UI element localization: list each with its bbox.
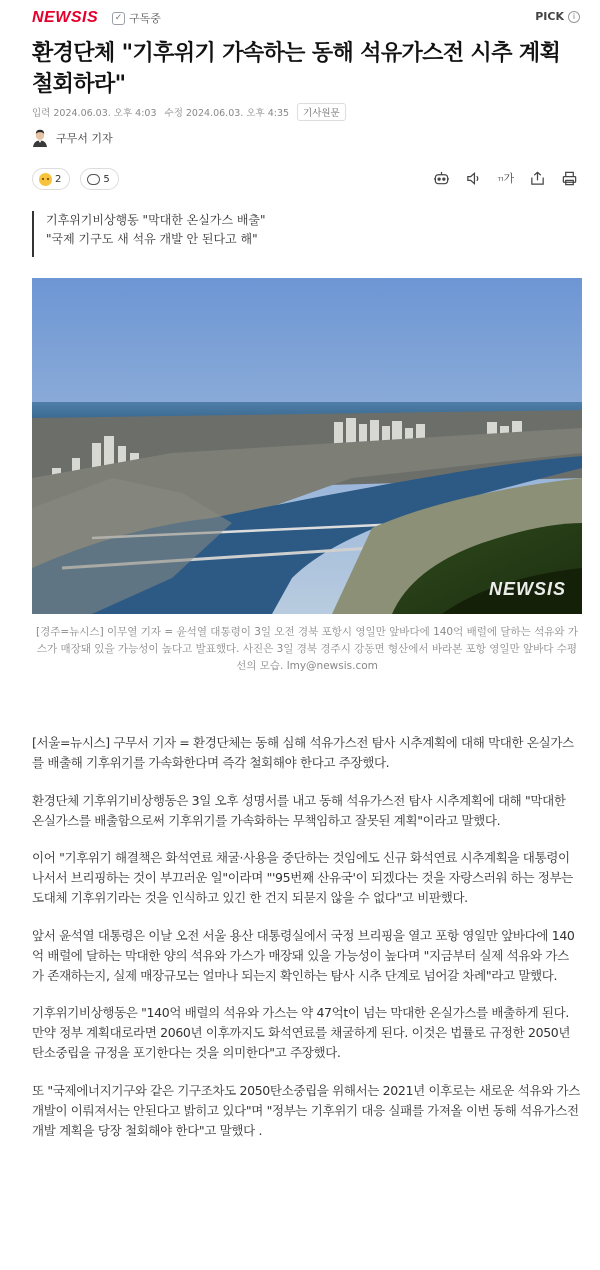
- speaker-icon: [465, 170, 482, 187]
- article-body: [32, 733, 580, 1158]
- check-icon: ✓: [112, 12, 125, 25]
- font-size-label: 가: [503, 172, 514, 185]
- article-paragraph: 또 "국제에너지기구와 같은 기구조차도 2050탄소중립을 위해서는 2021년 이후로는 새로운 석유와 가스 개발이 이뤄져서는 안된다고 밝히고 있다"며 "정부는 기후위기 대응 실패를 가져올 이번 동해 석유가스전 개발 계획을 당장 철회해야 한다"고 말했다 .: [32, 1082, 581, 1138]
- comment-bubble-icon: [87, 174, 100, 185]
- press-logo[interactable]: NEWSIS: [32, 9, 99, 26]
- reporter-info[interactable]: [32, 129, 113, 147]
- share-icon: [529, 170, 546, 187]
- summary-line: 기후위기비상행동 "막대한 온실가스 배출": [46, 213, 266, 227]
- summary-bot-button[interactable]: [432, 169, 450, 187]
- original-article-button[interactable]: 기사원문: [297, 103, 346, 121]
- photo-watermark: NEWSIS: [488, 579, 566, 599]
- emotion-count: 2: [55, 173, 62, 185]
- summary-line: "국제 기구도 새 석유 개발 안 된다고 해": [46, 232, 258, 246]
- reporter-name: 구무서 기자: [56, 132, 113, 145]
- audio-button[interactable]: [464, 169, 482, 187]
- font-size-button[interactable]: [496, 169, 514, 187]
- avatar: [32, 129, 48, 147]
- emotion-face-icon: [39, 173, 52, 186]
- article-title: 환경단체 "기후위기 가속하는 동해 석유가스전 시추 계획 철회하라": [32, 41, 561, 97]
- article-tools: [432, 169, 578, 187]
- print-icon: [561, 170, 578, 187]
- robot-icon: [433, 170, 450, 187]
- input-time: 입력 2024.06.03. 오후 4:03: [32, 108, 157, 119]
- article-meta: [32, 103, 346, 121]
- article-paragraph: 기후위기비상행동은 "140억 배럴의 석유와 가스는 약 47억t이 넘는 막대한 온실가스를 배출하게 된다. 만약 정부 계획대로라면 2060년 이후까지도 화석연료를 채굴하게 된다. 이것은 법률로 규정한 2050년 탄소중립을 규정을 포기한다는 것을 의미한다"고 주장했다.: [32, 1005, 571, 1060]
- photo-caption: [경주=뉴시스] 이무열 기자 = 윤석열 대통령이 3일 오전 경북 포항시 영일만 앞바다에 140억 배럴에 달하는 석유와 가스가 매장돼 있을 가능성이 높다고 발표했다. 사진은 3일 경북 경주시 강동면 형산에서 바라본 포항 영일만 앞바다 수평선의 모습. lmy@newsis.com: [35, 626, 579, 672]
- river-city-aerial-image: [32, 278, 582, 614]
- article-paragraph: [서울=뉴시스] 구무서 기자 = 환경단체는 동해 심해 석유가스전 탐사 시추계획에 대해 막대한 온실가스를 배출해 기후위기를 가속화한다며 즉각 철회해야 한다고 주장했다.: [32, 735, 574, 770]
- share-button[interactable]: [528, 169, 546, 187]
- font-size-small-icon: ㄲ: [496, 175, 504, 184]
- info-icon: i: [568, 11, 580, 23]
- article-paragraph: 앞서 윤석열 대통령은 이날 오전 서울 용산 대통령실에서 국정 브리핑을 열고 포항 영일만 앞바다에 140억 배럴에 달하는 막대한 양의 석유와 가스가 매장돼 있을 가능성이 높다며 "지금부터 실제 석유와 가스가 존재하는지, 실제 매장규모는 얼마나 되는지 확인하는 탐사 시추 단계로 넘어갈 차례"라고 말했다.: [32, 927, 575, 983]
- article-paragraph: 이어 "기후위기 해결책은 화석연료 채굴·사용을 중단하는 것임에도 신규 화석연료 시추계획을 대통령이 나서서 브리핑하는 것이 부끄러운 일"이라며 "'95번째 산유국'이 되겠다는 것을 자랑스러워 하는 정부는 도대체 기후위기라는 것을 인식하고 있긴 한 건지 되묻지 않을 수 없다"고 비판했다.: [32, 850, 574, 905]
- pick-button[interactable]: [535, 10, 580, 23]
- subscribe-status[interactable]: [112, 10, 161, 26]
- top-bar: [0, 0, 600, 36]
- subscribe-label: 구독중: [129, 12, 161, 25]
- article-summary: [32, 211, 266, 257]
- emotion-button[interactable]: [32, 168, 70, 190]
- print-button[interactable]: [560, 169, 578, 187]
- modified-time: 수정 2024.06.03. 오후 4:35: [164, 108, 290, 119]
- reaction-bar: [32, 168, 119, 190]
- comment-count: 5: [103, 173, 110, 185]
- article-paragraph: 환경단체 기후위기비상행동은 3일 오후 성명서를 내고 동해 석유가스전 탐사 시추계획에 대해 "막대한 온실가스를 배출함으로써 기후위기를 가속화하는 무책임하고 잘못된 계획"이라고 말했다.: [32, 792, 566, 828]
- comment-button[interactable]: [80, 168, 118, 190]
- pick-label: PICK: [535, 10, 564, 23]
- article-photo[interactable]: [32, 278, 582, 614]
